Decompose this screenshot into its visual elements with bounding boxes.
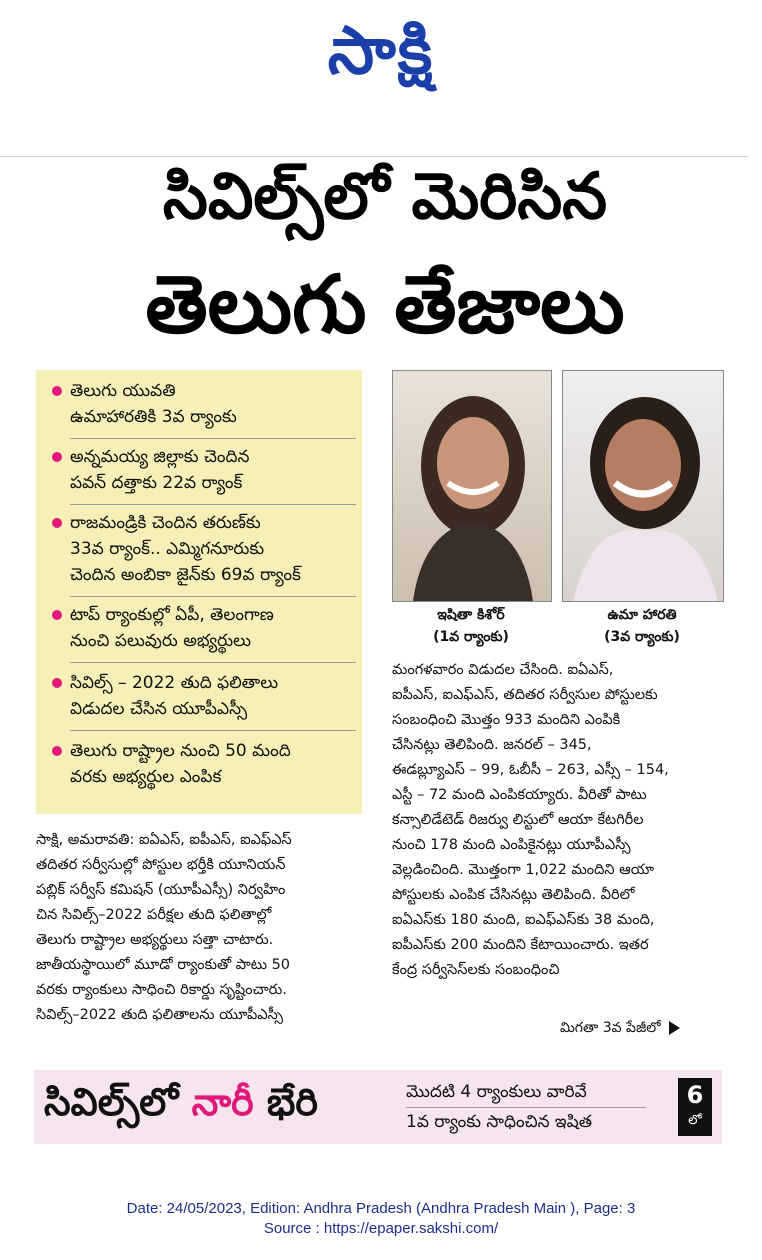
civils-women-banner[interactable] [34, 1070, 722, 1144]
highlights-box: తెలుగు యువతి ఉమాహారతికి 3వ ర్యాంకు అన్నమయ్య జిల్లాకు చెందిన పవన్‌ దత్తాకు 22వ ర్యాంక్‌ రాజమండ్రికి చెందిన తరుణ్‌కు 33వ ర్యాంక్‌.. ఎమ్మిగనూరుకు చెందిన అంబికా జైన్‌కు 69వ ర్యాంక్‌ టాప్‌ ర్యాంకుల్లో ఏపీ, తెలంగాణ నుంచి పలువురు అభ్యర్థులు సివిల్స్‌ – 2022 తుది ఫలితాలు విడుదల చేసిన యూపీఎస్సీ తెలుగు రాష్ట్రాల నుంచి 50 మంది వరకు అభ్యర్థుల ఎంపిక [36, 370, 362, 814]
bullet-dot-icon [52, 386, 62, 396]
play-arrow-icon [669, 1021, 680, 1035]
article-right-column: మంగళవారం విడుదల చేసింది. ఐఏఎస్, ఐపీఎస్, ఐఎఫ్‌ఎస్, తదితర సర్వీసుల పోస్టులకు సంబంధించి మొత్తం 933 మందిని ఎంపికి చేసినట్లు తెలిపింది. జనరల్‌ – 345, ఈడబ్ల్యూఎస్‌ – 99, ఓబీసీ – 263, ఎస్సీ – 154, ఎస్టీ – 72 మంది ఎంపికయ్యారు. వీరితో పాటు కన్సాలిడేటెడ్‌ రిజర్వు లిస్టులో ఆయా కేటగిరీల నుంచి 178 మంది ఎంపికైనట్లు యూపీఎస్సీ వెల్లడించింది. మొత్తంగా 1,022 మందిని ఆయా పోస్టులకు ఎంపిక చేసినట్లు తెలిపింది. వీరిలో ఐఏఎస్‌కు 180 మంది, ఐఎఫ్‌ఎస్‌కు 38 మంది, ఐపీఎస్‌కు 200 మందిని కేటాయించారు. ఇతర కేంద్ర సర్వీసెస్‌లకు సంబంధించి [392, 662, 669, 978]
photo-caption-uma: ఉమా హారతి (3వ ర్యాంకు) [604, 607, 680, 645]
bullet-dot-icon [52, 746, 62, 756]
bullet-dot-icon [52, 678, 62, 688]
headline-line-1: సివిల్స్‌లో మెరిసిన [162, 160, 608, 234]
photo-ishita-kishore [392, 370, 552, 602]
portrait-placeholder-icon [393, 371, 551, 601]
bullet-dot-icon [52, 452, 62, 462]
photo-uma-harathi [562, 370, 724, 602]
photo-caption-ishita: ఇషితా కిశోర్‌ (1వ ర్యాంకు) [433, 607, 509, 645]
bullet-dot-icon [52, 610, 62, 620]
continued-link[interactable] [560, 1020, 680, 1039]
masthead-logo: సాక్షి [327, 12, 435, 89]
article-left-column: సాక్షి, అమరావతి: ఐఏఎస్, ఐపీఎస్, ఐఎఫ్‌ఎస్ తదితర సర్వీసుల్లో పోస్టుల భర్తీకి యూనియన్‌ పబ్లిక్‌ సర్వీస్‌ కమిషన్‌ (యూపీఎస్సీ) నిర్వహిం చిన సివిల్స్‌–2022 పరీక్షల తుది ఫలితాల్లో తెలుగు రాష్ట్రాల అభ్యర్థులు సత్తా చాటారు. జాతీయస్థాయిలో మూడో ర్యాంకుతో పాటు 50 వరకు ర్యాంకులు సాధించి రికార్డు సృష్టించారు. సివిల్స్‌–2022 తుది ఫలితాలను యూపీఎస్సీ [36, 832, 292, 1023]
banner-subtitles: మొదటి 4 ర్యాంకులు వారివే 1వ ర్యాంకు సాధించిన ఇషిత [406, 1078, 646, 1137]
continued-label: మిగతా 3వ పేజీలో [560, 1020, 661, 1036]
bullet-dot-icon [52, 518, 62, 528]
masthead-divider [0, 156, 748, 157]
footer-source: Source : https://epaper.sakshi.com/ [263, 1220, 499, 1237]
portrait-placeholder-icon [563, 371, 723, 601]
banner-title: సివిల్స్‌లో నారీ భేరి [44, 1080, 318, 1124]
page-reference-badge: 6 లో [678, 1078, 712, 1136]
footer-edition-info: Date: 24/05/2023, Edition: Andhra Pradesh (Andhra Pradesh Main ), Page: 3 [126, 1200, 636, 1217]
headline-line-2: తెలుగు తేజాలు [145, 258, 625, 351]
